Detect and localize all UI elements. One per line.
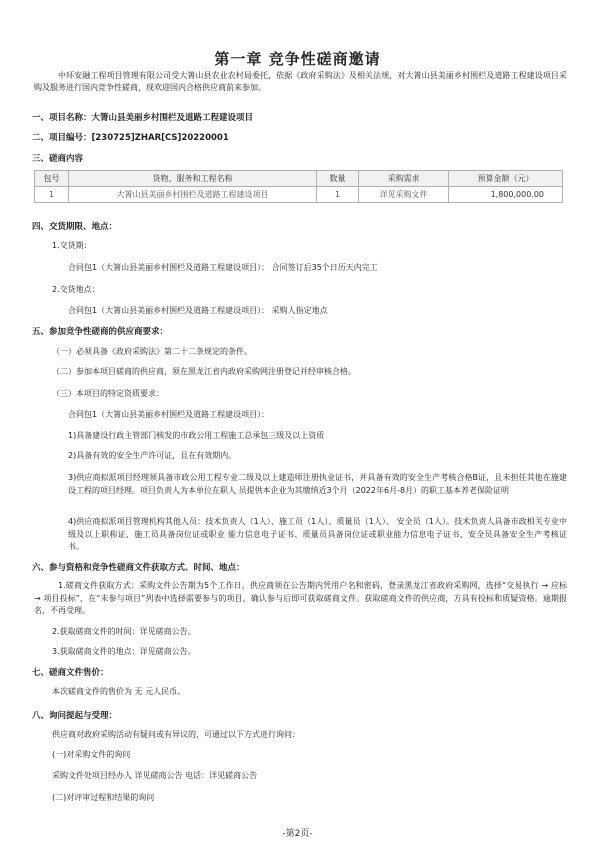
section-supplier-requirements: 五、参加竞争性磋商的供应商要求： [32, 327, 169, 337]
section-document-acquisition: 六、参与资格和竞争性磋商文件获取方式、时间、地点： [32, 563, 245, 573]
delivery-place-label: 2.交货地点： [52, 285, 100, 294]
acquisition-time: 2.获取磋商文件的时间：详见磋商公告。 [52, 627, 196, 636]
document-price-value: 本次磋商文件的售价为 无 元人民币。 [52, 687, 186, 696]
page-title: 第一章 竞争性磋商邀请 [214, 50, 381, 68]
qualification-2: 2)具备有效的安全生产许可证，且在有效期内。 [68, 451, 237, 460]
col-name: 货物、服务和工程名称 [69, 171, 317, 187]
intro-paragraph: 中环安融工程项目管理有限公司受大箐山县农业农村局委托，依据《政府采购法》及相关法规，对大箐山县美丽乡村围栏及道路工程建设项目采购及服务进行国内竞争性磋商，现欢迎国内合格供应商前来参加。 [34, 71, 567, 92]
col-budget: 预算金额（元） [449, 171, 563, 187]
section-project-name: 一、项目名称：大箐山县美丽乡村围栏及道路工程建设项目 [32, 113, 254, 123]
inquiry-evaluation: (二)对评审过程和结果的询问 [52, 793, 155, 802]
col-package: 包号 [35, 171, 69, 187]
cell-package: 1 [35, 187, 69, 203]
section-delivery: 四、交货期限、地点： [32, 222, 118, 232]
delivery-period-value: 合同包1（大箐山县美丽乡村围栏及道路工程建设项目）： 合同签订后35个日历天内完工 [68, 263, 378, 272]
section-document-price: 七、磋商文件售价： [32, 668, 109, 678]
cell-name: 大箐山县美丽乡村围栏及道路工程建设项目 [69, 187, 317, 203]
table-row [35, 187, 563, 203]
section-consultation-content: 三、磋商内容 [32, 154, 84, 164]
requirement-3: （三）本项目的特定资质要求： [52, 389, 164, 398]
section-inquiry: 八、询问提起与受理： [32, 711, 118, 721]
qualification-1: 1)具备建设行政主管部门核发的市政公用工程施工总承包三级及以上资质 [68, 431, 325, 440]
acquisition-method: 1.磋商文件获取方式：采购文件公告期为5个工作日，供应商须在公告期内凭用户名和密码，登录黑龙江省政府采购网，选择“交易执行 → 应标 → 项目投标”，在“未参与项目”列表中选择需要参与的项目，确认参与后即可获取磋商文件。获取磋商文件的供应商，方具有投标和质疑资格。逾期报名，不再受理。 [34, 581, 567, 615]
delivery-place-value: 合同包1（大箐山县美丽乡村围栏及道路工程建设项目）： 采购人指定地点 [68, 306, 328, 315]
table-header-row [35, 171, 563, 187]
requirement-2: （二）参加本项目磋商的供应商，须在黑龙江省内政府采购网注册登记并经审核合格。 [52, 367, 356, 376]
cell-quantity: 1 [317, 187, 359, 203]
cell-budget: 1,800,000.00 [449, 187, 563, 203]
inquiry-procurement-docs: (一)对采购文件的询问 [52, 750, 131, 759]
qualification-4: 4)供应商拟派项目管理机构其他人员：技术负责人（1人）、施工员（1人）、质量员（1人）、 安全员（1人）。技术负责人具备市政相关专业中级及以上职称证、施工员具备岗位证或职业 能力信息电子证书、质量员具备岗位证或职业能力信息电子证书、安全员具备安全生产考核证 书。 [68, 517, 567, 551]
inquiry-description: 供应商对政府采购活动有疑问或有异议的，可通过以下方式进行询问： [52, 730, 300, 739]
package-qualification-label: 合同包1（大箐山县美丽乡村围栏及道路工程建设项目）： [68, 410, 270, 419]
col-quantity: 数量 [317, 171, 359, 187]
requirement-1: （一）必须具备《政府采购法》第二十二条规定的条件。 [52, 347, 252, 356]
col-requirement: 采购需求 [359, 171, 449, 187]
inquiry-contact: 采购文件处项目经办人 详见磋商公告 电话：详见磋商公告 [52, 771, 258, 780]
section-project-number: 二、项目编号：[230725]ZHAR[CS]20220001 [32, 133, 229, 143]
delivery-period-label: 1.交货期： [52, 241, 92, 250]
items-table [34, 170, 563, 203]
cell-requirement: 详见采购文件 [359, 187, 449, 203]
qualification-3: 3)供应商拟派项目经理须具备市政公用工程专业二级及以上建造师注册执业证书，并具备有效的安全生产考核合格B证，且未担任其他在施建设工程的项目经理。项目负责人为本单位在职人 员提供本企业为其缴纳近3个月（2022年6月-8月）的职工基本养老保险证明 [68, 473, 567, 495]
page-number: -第2页- [282, 829, 313, 839]
acquisition-place: 3.获取磋商文件的地点：详见磋商公告。 [52, 647, 196, 656]
